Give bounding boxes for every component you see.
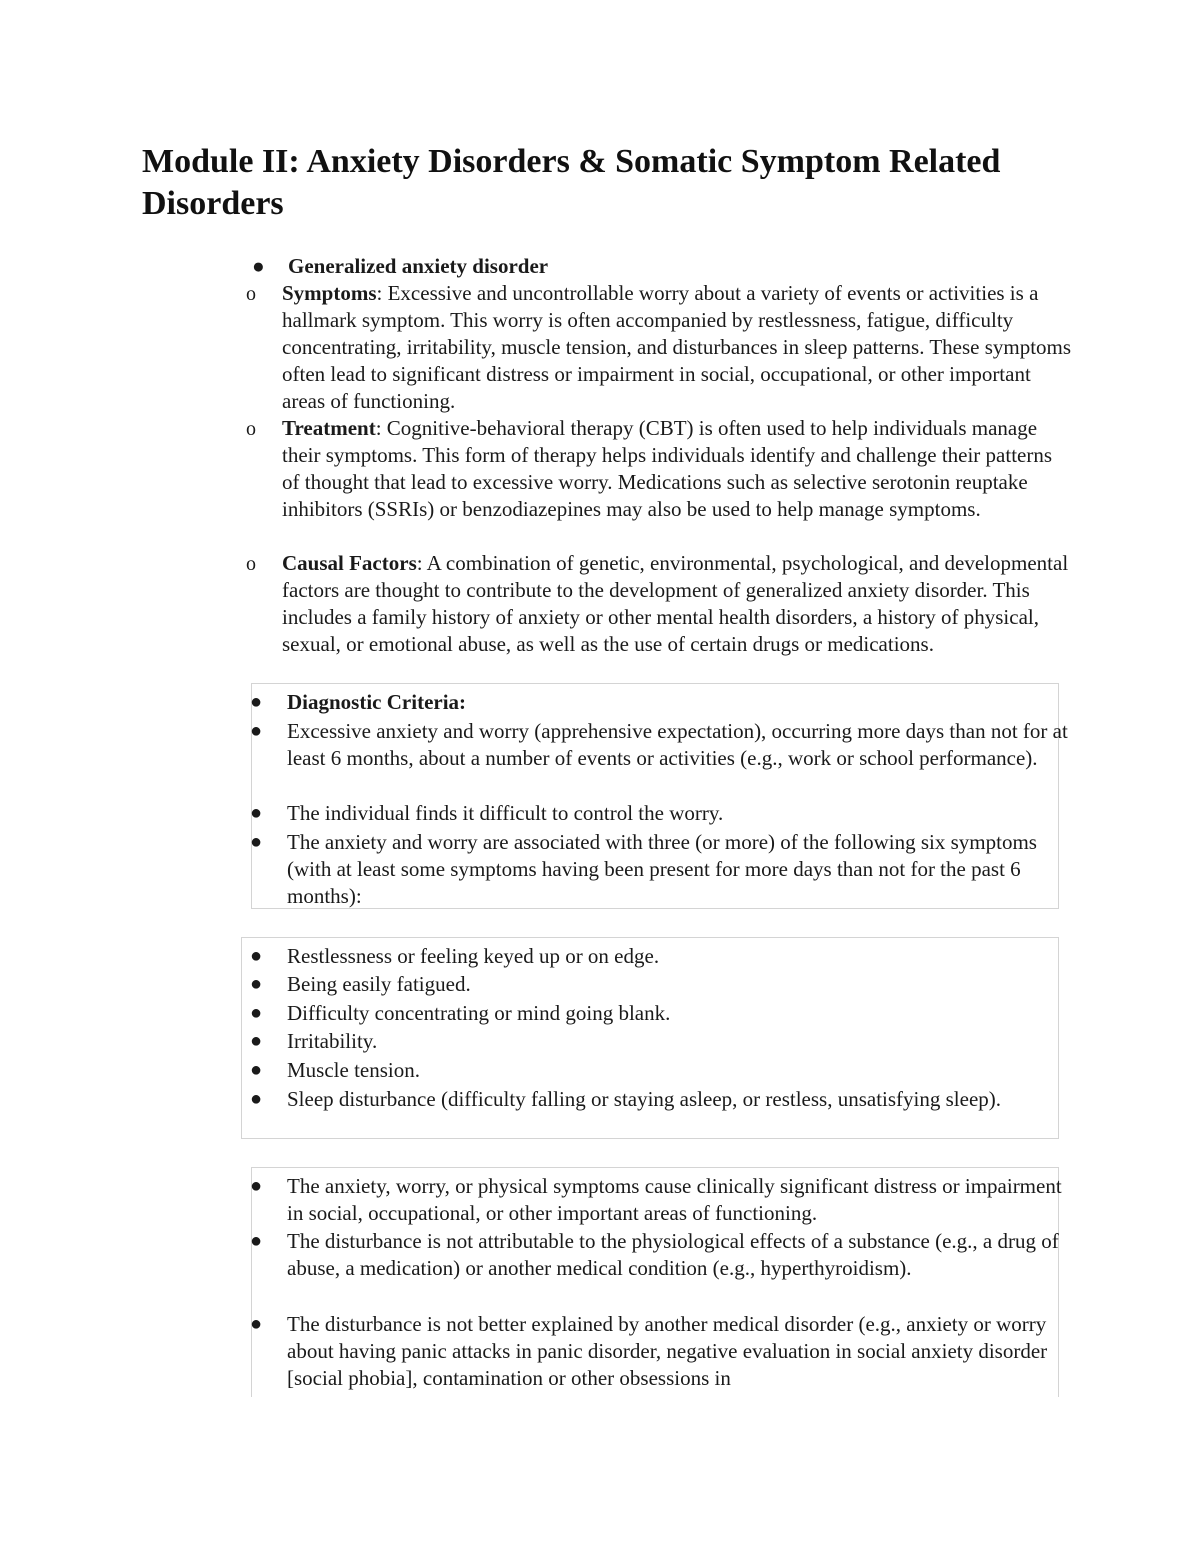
criteria-heading-text: Diagnostic Criteria: <box>287 690 467 714</box>
list-item-text: The individual finds it difficult to control the worry. <box>287 801 724 825</box>
list-item <box>250 971 1072 998</box>
list-item <box>250 1228 1072 1282</box>
list-item <box>250 1028 1072 1055</box>
list-item-text: The disturbance is not better explained by another medical disorder (e.g., anxiety or worry about having panic attacks in panic disorder, negative evaluation in social anxiety disorder [social phobia], contamination or other obsessions in <box>287 1312 1048 1390</box>
bullet-circle-icon: o <box>246 553 256 575</box>
list-item <box>250 1086 1072 1113</box>
bullet-disc-icon: ● <box>250 1175 263 1197</box>
bullet-disc-icon: ● <box>250 973 263 995</box>
bullet-disc-icon: ● <box>250 1059 263 1081</box>
list-item-text: Irritability. <box>287 1029 378 1053</box>
list-item <box>250 829 1072 910</box>
list-item-text: The anxiety and worry are associated with three (or more) of the following six symptoms (with at least some symptoms having been present for more days than not for the past 6 months): <box>287 830 1037 908</box>
bullet-disc-icon: ● <box>250 1002 263 1024</box>
bullet-disc-icon: ● <box>252 254 265 278</box>
bullet-disc-icon: ● <box>250 1088 263 1110</box>
bullet-disc-icon: ● <box>250 1230 263 1252</box>
list-item-text: Muscle tension. <box>287 1058 420 1082</box>
list-item-text: Restlessness or feeling keyed up or on edge. <box>287 944 660 968</box>
bullet-disc-icon: ● <box>250 720 263 742</box>
bullet-disc-icon: ● <box>250 945 263 967</box>
bullet-disc-icon: ● <box>250 802 263 824</box>
bullet-disc-icon: ● <box>250 691 263 713</box>
list-item <box>250 800 1072 827</box>
list-item <box>250 718 1072 772</box>
section-text: : Excessive and uncontrollable worry about a variety of events or activities is a hallmark symptom. This worry is often accompanied by restlessness, fatigue, difficulty concentrating, irritability, muscle tension, and disturbances in sleep patterns. These symptoms often lead to significant distress or impairment in social, occupational, or other important areas of functioning. <box>282 281 1072 413</box>
section-label: Causal Factors <box>282 551 417 575</box>
list-item <box>250 1057 1072 1084</box>
list-item-text: The disturbance is not attributable to the physiological effects of a substance (e.g., a drug of abuse, a medication) or another medical condition (e.g., hyperthyroidism). <box>287 1229 1059 1280</box>
bullet-circle-icon: o <box>246 283 256 305</box>
bullet-disc-icon: ● <box>250 1313 263 1335</box>
section-label: Treatment <box>282 416 376 440</box>
list-item-text: Excessive anxiety and worry (apprehensive expectation), occurring more days than not for at least 6 months, about a number of events or activities (e.g., work or school performance). <box>287 719 1068 770</box>
bullet-disc-icon: ● <box>250 831 263 853</box>
section-label: Symptoms <box>282 281 377 305</box>
section-treatment <box>246 415 1072 523</box>
list-item <box>250 1311 1072 1392</box>
list-item <box>250 1173 1072 1227</box>
bullet-circle-icon: o <box>246 418 256 440</box>
section-causal-factors <box>246 550 1072 658</box>
list-item-text: Difficulty concentrating or mind going blank. <box>287 1001 671 1025</box>
section-text: : Cognitive-behavioral therapy (CBT) is often used to help individuals manage their symptoms. This form of therapy helps individuals identify and challenge their patterns of thought that lead to excessive worry. Medications such as selective serotonin reuptake inhibitors (SSRIs) or benzodiazepines may also be used to help manage symptoms. <box>282 416 1053 521</box>
page-title: Module II: Anxiety Disorders & Somatic Symptom Related Disorders <box>142 143 1001 222</box>
list-item <box>250 1000 1072 1027</box>
list-item-text: Being easily fatigued. <box>287 972 471 996</box>
list-item <box>250 943 1072 970</box>
section-text: : A combination of genetic, environmental, psychological, and developmental factors are thought to contribute to the development of generalized anxiety disorder. This includes a family history of anxiety or other mental health disorders, a history of physical, sexual, or emotional abuse, as well as the use of certain drugs or medications. <box>282 551 1069 656</box>
list-item-text: The anxiety, worry, or physical symptoms cause clinically significant distress or impairment in social, occupational, or other important areas of functioning. <box>287 1174 1062 1225</box>
criteria-heading <box>250 689 1072 716</box>
section-symptoms <box>246 280 1072 415</box>
list-item-text: Sleep disturbance (difficulty falling or staying asleep, or restless, unsatisfying sleep). <box>287 1087 1002 1111</box>
topic-label: Generalized anxiety disorder <box>288 254 549 278</box>
bullet-disc-icon: ● <box>250 1030 263 1052</box>
